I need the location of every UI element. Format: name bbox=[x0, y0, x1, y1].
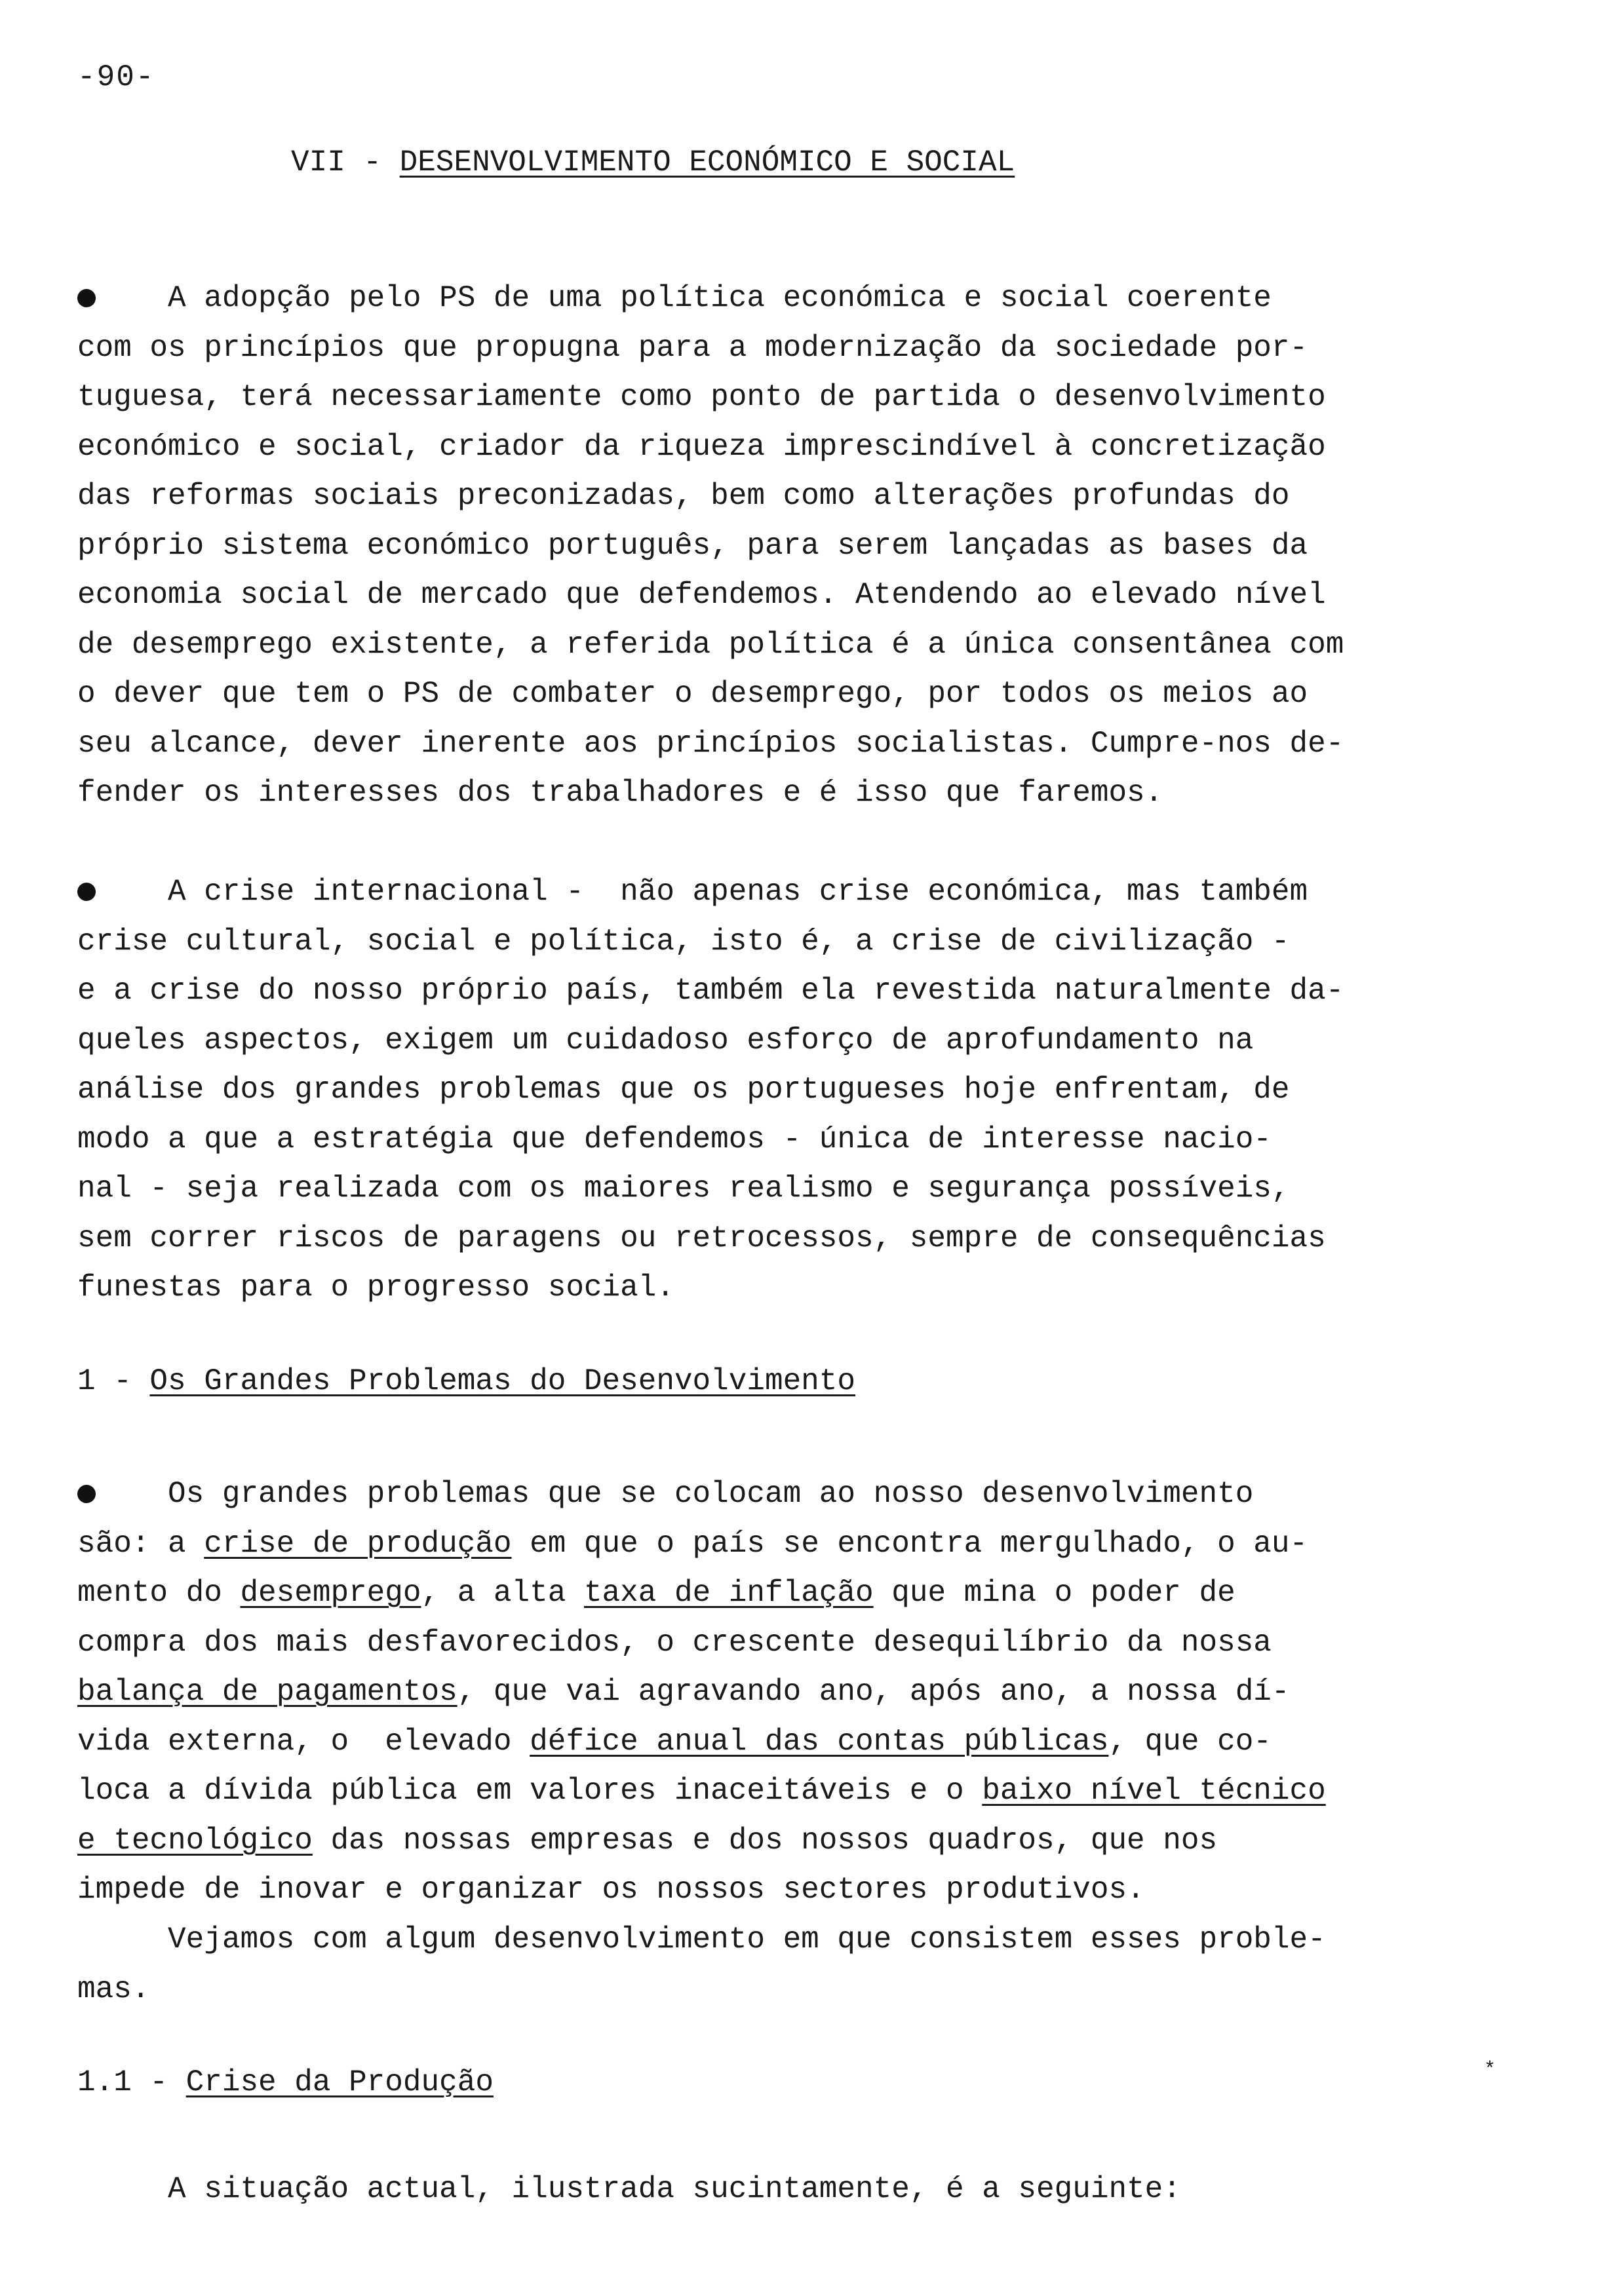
paragraph-line bbox=[77, 1816, 1480, 1866]
paragraph-line: com os princípios que propugna para a modernização da sociedade por- bbox=[77, 330, 1308, 365]
chapter-separator: - bbox=[345, 145, 400, 180]
paragraph-line: A situação actual, ilustrada sucintamente, é a seguinte: bbox=[77, 2172, 1181, 2206]
paragraph-line: funestas para o progresso social. bbox=[77, 1271, 674, 1305]
paragraph-3 bbox=[77, 1470, 1480, 1915]
paragraph-line: nal - seja realizada com os maiores realismo e segurança possíveis, bbox=[77, 1172, 1290, 1206]
text-run: são: a bbox=[77, 1526, 204, 1561]
paragraph-2 bbox=[77, 868, 1480, 1313]
emphasis-defice-contas: défice anual das contas públicas bbox=[530, 1724, 1109, 1759]
paragraph-line: económico e social, criador da riqueza imprescindível à concretização bbox=[77, 429, 1326, 464]
section-heading-1 bbox=[77, 1364, 855, 1398]
paragraph-line: economia social de mercado que defendemos. Atendendo ao elevado nível bbox=[77, 578, 1326, 612]
paragraph-1 bbox=[77, 274, 1480, 818]
paragraph-line: mas. bbox=[77, 1972, 150, 2006]
paragraph-4 bbox=[77, 1915, 1480, 2014]
emphasis-balanca-pagamentos: balança de pagamentos bbox=[77, 1675, 457, 1709]
paragraph-line: e a crise do nosso próprio país, também ela revestida naturalmente da- bbox=[77, 974, 1344, 1008]
paragraph-line bbox=[77, 1717, 1480, 1767]
text-run: em que o país se encontra mergulhado, o au- bbox=[511, 1526, 1308, 1561]
emphasis-taxa-inflacao: taxa de inflação bbox=[583, 1576, 874, 1610]
section-title: Crise da Produção bbox=[185, 2065, 494, 2099]
text-run: , que vai agravando ano, após ano, a nossa dí- bbox=[457, 1675, 1290, 1709]
chapter-title bbox=[291, 145, 1015, 180]
paragraph-line: fender os interesses dos trabalhadores e é isso que faremos. bbox=[77, 776, 1163, 810]
emphasis-desemprego: desemprego bbox=[240, 1576, 421, 1610]
paragraph-line bbox=[77, 1668, 1480, 1717]
paragraph-line: o dever que tem o PS de combater o desemprego, por todos os meios ao bbox=[77, 677, 1308, 711]
text-run: , a alta bbox=[421, 1576, 584, 1610]
paragraph-line: impede de inovar e organizar os nossos sectores produtivos. bbox=[77, 1873, 1145, 1907]
paragraph-line: A adopção pelo PS de uma política económica e social coerente bbox=[77, 281, 1272, 315]
chapter-number: VII bbox=[291, 145, 345, 180]
paragraph-line: sem correr riscos de paragens ou retrocessos, sempre de consequências bbox=[77, 1221, 1326, 1255]
text-run: das nossas empresas e dos nossos quadros, que nos bbox=[312, 1823, 1218, 1858]
paragraph-line: análise dos grandes problemas que os portugueses hoje enfrentam, de bbox=[77, 1073, 1290, 1107]
page-number: -90- bbox=[77, 60, 155, 94]
stray-mark: * bbox=[1484, 2059, 1496, 2081]
paragraph-line: compra dos mais desfavorecidos, o crescente desequilíbrio da nossa bbox=[77, 1625, 1272, 1660]
paragraph-line bbox=[77, 1767, 1480, 1816]
paragraph-line: modo a que a estratégia que defendemos - única de interesse nacio- bbox=[77, 1122, 1272, 1157]
text-run: loca a dívida pública em valores inaceitáveis e o bbox=[77, 1774, 983, 1808]
emphasis-baixo-nivel: baixo nível técnico bbox=[982, 1774, 1326, 1808]
paragraph-line: Os grandes problemas que se colocam ao nosso desenvolvimento bbox=[77, 1477, 1254, 1511]
text-run: , que co- bbox=[1108, 1724, 1272, 1759]
text-run: que mina o poder de bbox=[873, 1576, 1236, 1610]
paragraph-line bbox=[77, 1569, 1480, 1618]
paragraph-line: das reformas sociais preconizadas, bem como alterações profundas do bbox=[77, 479, 1290, 513]
section-number: 1 - bbox=[77, 1364, 150, 1398]
closing-paragraph bbox=[77, 2165, 1480, 2215]
section-heading-1-1 bbox=[77, 2065, 494, 2099]
paragraph-line: seu alcance, dever inerente aos princípios socialistas. Cumpre-nos de- bbox=[77, 726, 1344, 761]
paragraph-line: de desemprego existente, a referida política é a única consentânea com bbox=[77, 627, 1344, 662]
emphasis-tecnologico: e tecnológico bbox=[77, 1823, 313, 1858]
paragraph-line: tuguesa, terá necessariamente como ponto de partida o desenvolvimento bbox=[77, 380, 1326, 414]
paragraph-line: próprio sistema económico português, para serem lançadas as bases da bbox=[77, 528, 1308, 563]
paragraph-line bbox=[77, 1520, 1480, 1569]
paragraph-line: Vejamos com algum desenvolvimento em que consistem esses proble- bbox=[77, 1923, 1326, 1957]
paragraph-line: A crise internacional - não apenas crise económica, mas também bbox=[77, 875, 1308, 909]
section-title: Os Grandes Problemas do Desenvolvimento bbox=[149, 1364, 855, 1398]
paragraph-line: crise cultural, social e política, isto é, a crise de civilização - bbox=[77, 924, 1290, 959]
text-run: mento do bbox=[77, 1576, 241, 1610]
section-number: 1.1 - bbox=[77, 2065, 186, 2099]
emphasis-crise-producao: crise de produção bbox=[204, 1526, 512, 1561]
chapter-title-text: DESENVOLVIMENTO ECONÓMICO E SOCIAL bbox=[399, 145, 1015, 180]
paragraph-line: queles aspectos, exigem um cuidadoso esforço de aprofundamento na bbox=[77, 1023, 1254, 1058]
text-run: vida externa, o elevado bbox=[77, 1724, 530, 1759]
